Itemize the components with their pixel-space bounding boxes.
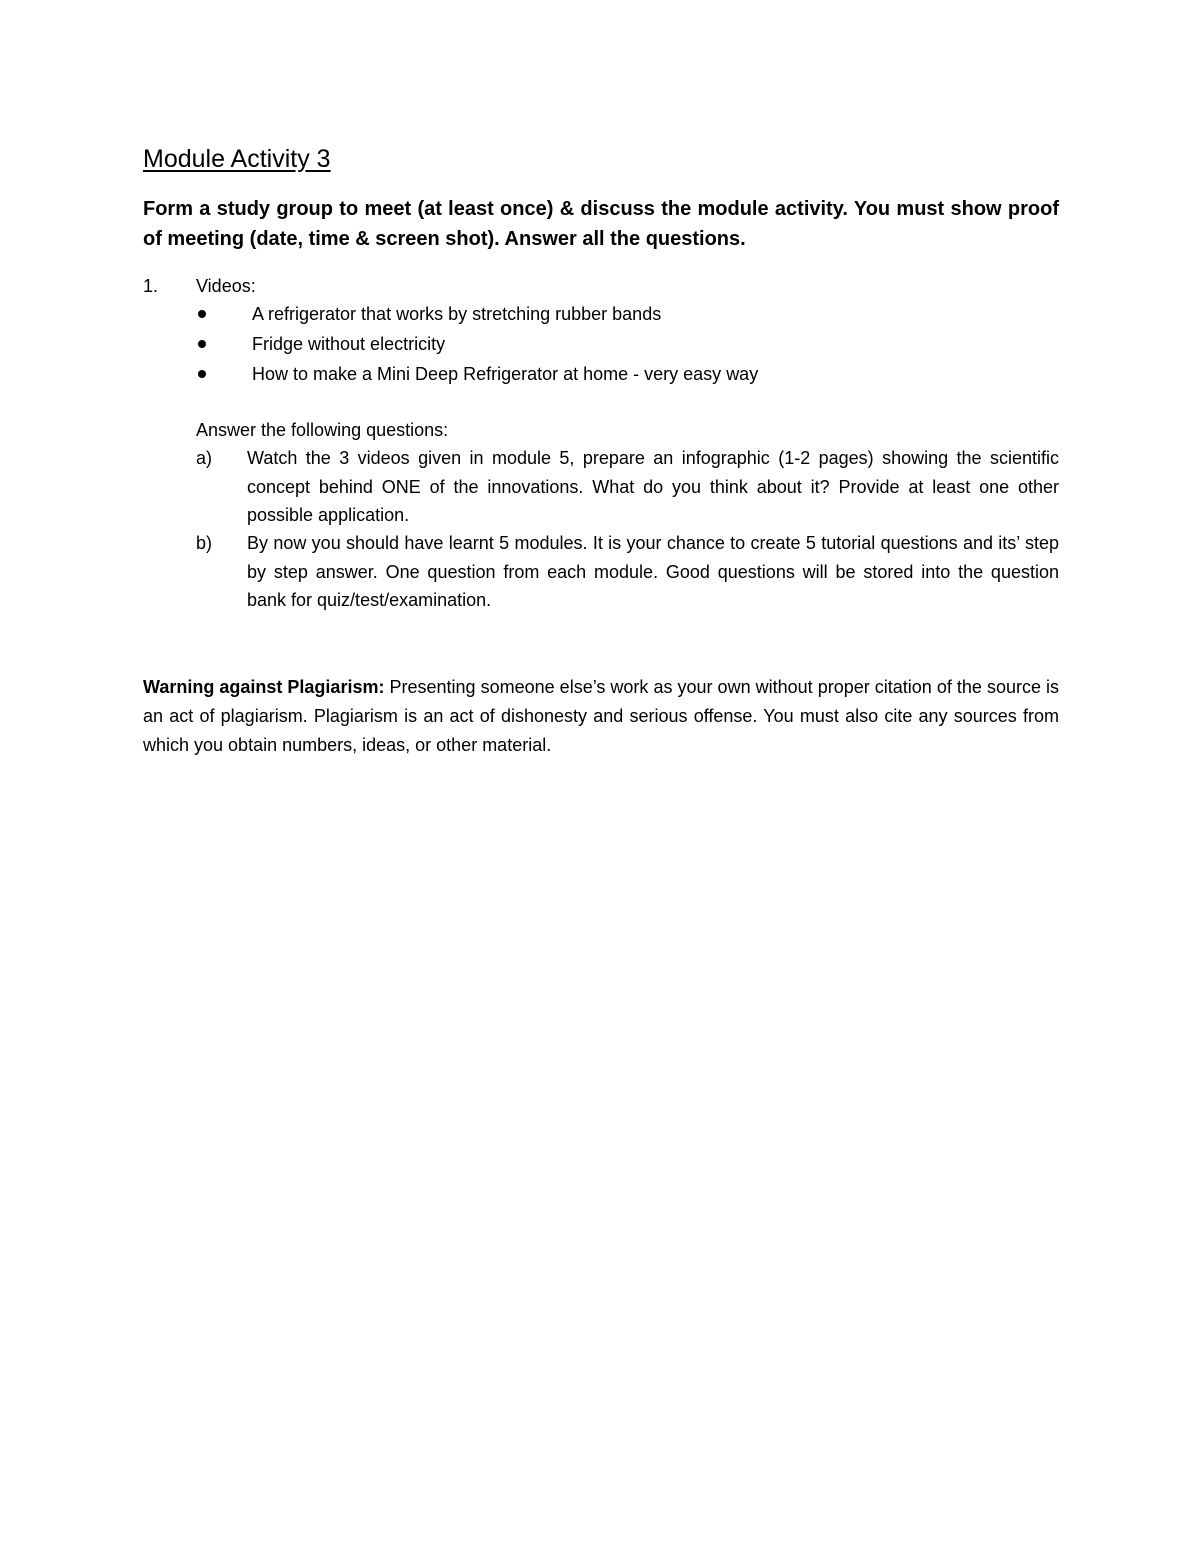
video-title: Fridge without electricity	[252, 334, 446, 354]
question-marker: b)	[196, 533, 213, 553]
list-number: 1.	[143, 276, 159, 296]
question-text: Watch the 3 videos given in module 5, prepare an infographic (1-2 pages) showing the scientific concept behind ONE of the innovations. What do you think about it? Provide at least one other possible application.	[247, 448, 1059, 525]
instructions-paragraph: Form a study group to meet (at least once) & discuss the module activity. You must show proof of meeting (date, time & screen shot). Answer all the questions.	[143, 198, 1059, 250]
plagiarism-warning	[143, 673, 1059, 760]
bullet-icon	[198, 310, 206, 318]
question-text: By now you should have learnt 5 modules. It is your chance to create 5 tutorial questions and its’ step by step answer. One question from each module. Good questions will be stored into the question bank for quiz/test/examination.	[247, 533, 1059, 610]
video-title: A refrigerator that works by stretching rubber bands	[252, 304, 662, 324]
warning-text: Presenting someone else’s work as your own without proper citation of the source is an act of plagiarism. Plagiarism is an act of dishonesty and serious offense. You must also cite any sources from which you obtain numbers, ideas, or other material.	[143, 677, 1060, 755]
page-title: Module Activity 3	[143, 145, 331, 173]
bullet-icon	[198, 340, 206, 348]
videos-label: Videos:	[196, 276, 256, 296]
question-marker: a)	[196, 448, 213, 468]
video-title: How to make a Mini Deep Refrigerator at home - very easy way	[252, 364, 759, 384]
questions-heading: Answer the following questions:	[196, 420, 449, 440]
bullet-icon	[198, 370, 206, 378]
warning-label: Warning against Plagiarism:	[143, 677, 385, 697]
